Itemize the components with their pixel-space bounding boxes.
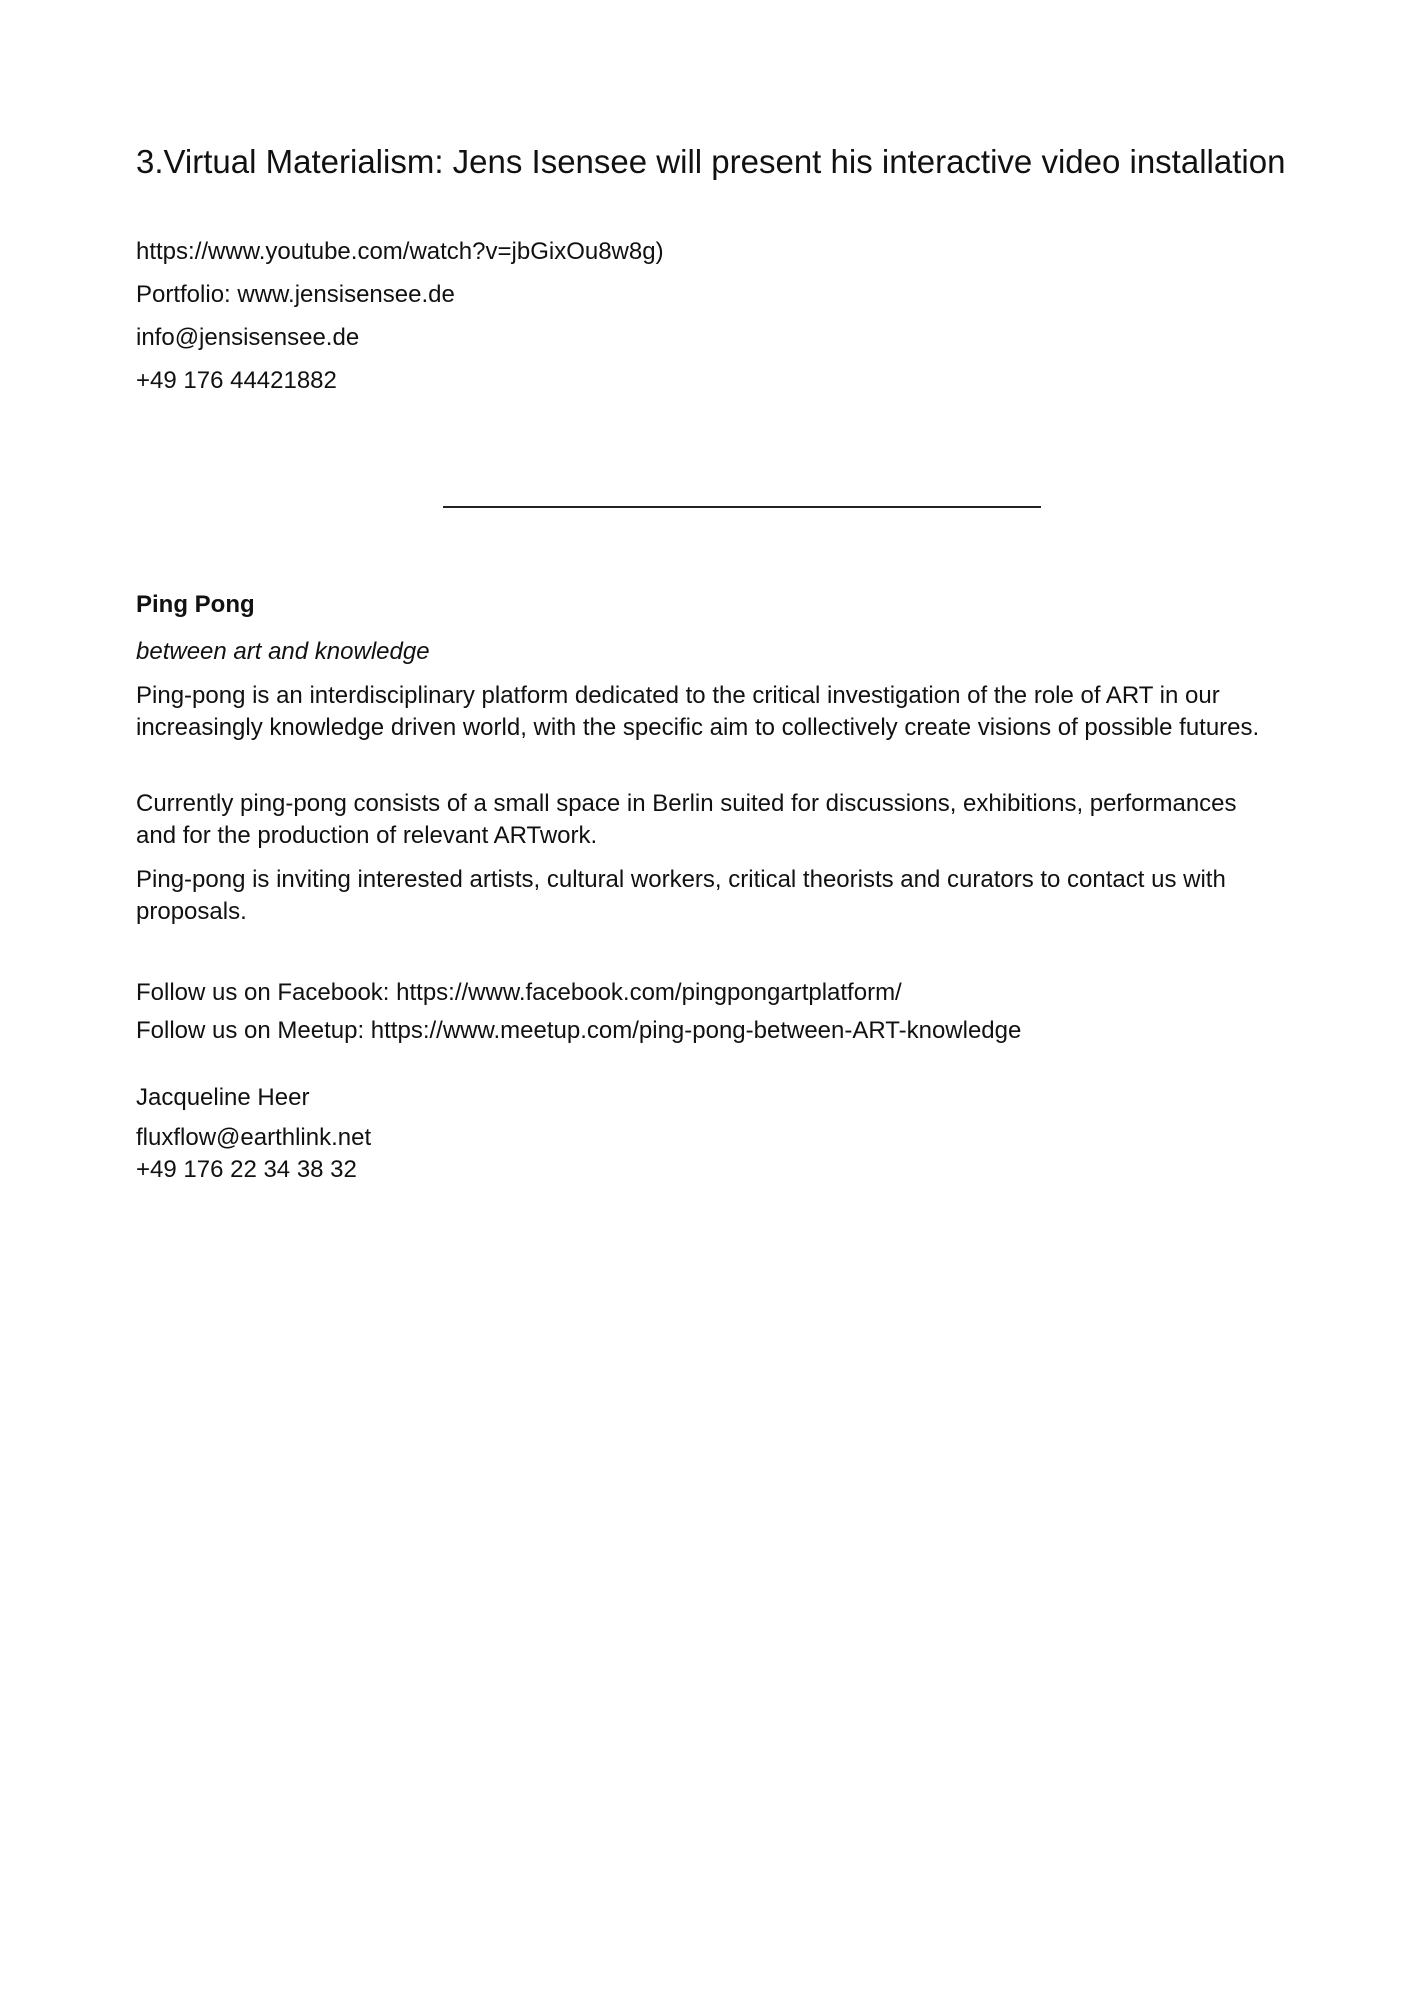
- paragraph-invitation: Ping-pong is inviting interested artists, cultural workers, critical theorists and curators to contact us with proposals.: [136, 866, 1226, 925]
- email-link[interactable]: info@jensisensee.de: [136, 324, 360, 351]
- ping-pong-title: Ping Pong: [136, 591, 255, 618]
- paragraph-intro: Ping-pong is an interdisciplinary platform dedicated to the critical investigation of the role of ART in our increasingly knowledge driven world, with the specific aim to collectively create visions of possible futures.: [136, 682, 1260, 741]
- section-divider: [443, 506, 1041, 508]
- contact-email[interactable]: fluxflow@earthlink.net: [136, 1124, 372, 1151]
- section-heading: 3.Virtual Materialism: Jens Isensee will present his interactive video installation: [136, 143, 1286, 180]
- ping-pong-subtitle: between art and knowledge: [136, 638, 430, 665]
- video-link[interactable]: https://www.youtube.com/watch?v=jbGixOu8w8g): [136, 238, 664, 265]
- contact-name: Jacqueline Heer: [136, 1084, 310, 1111]
- paragraph-space: Currently ping-pong consists of a small space in Berlin suited for discussions, exhibitions, performances and for the production of relevant ARTwork.: [136, 790, 1237, 849]
- portfolio-link[interactable]: Portfolio: www.jensisensee.de: [136, 281, 455, 308]
- phone-number: +49 176 44421882: [136, 367, 337, 394]
- contact-phone: +49 176 22 34 38 32: [136, 1156, 357, 1183]
- facebook-link[interactable]: Follow us on Facebook: https://www.facebook.com/pingpongartplatform/: [136, 979, 902, 1006]
- meetup-link[interactable]: Follow us on Meetup: https://www.meetup.com/ping-pong-between-ART-knowledge: [136, 1017, 1022, 1044]
